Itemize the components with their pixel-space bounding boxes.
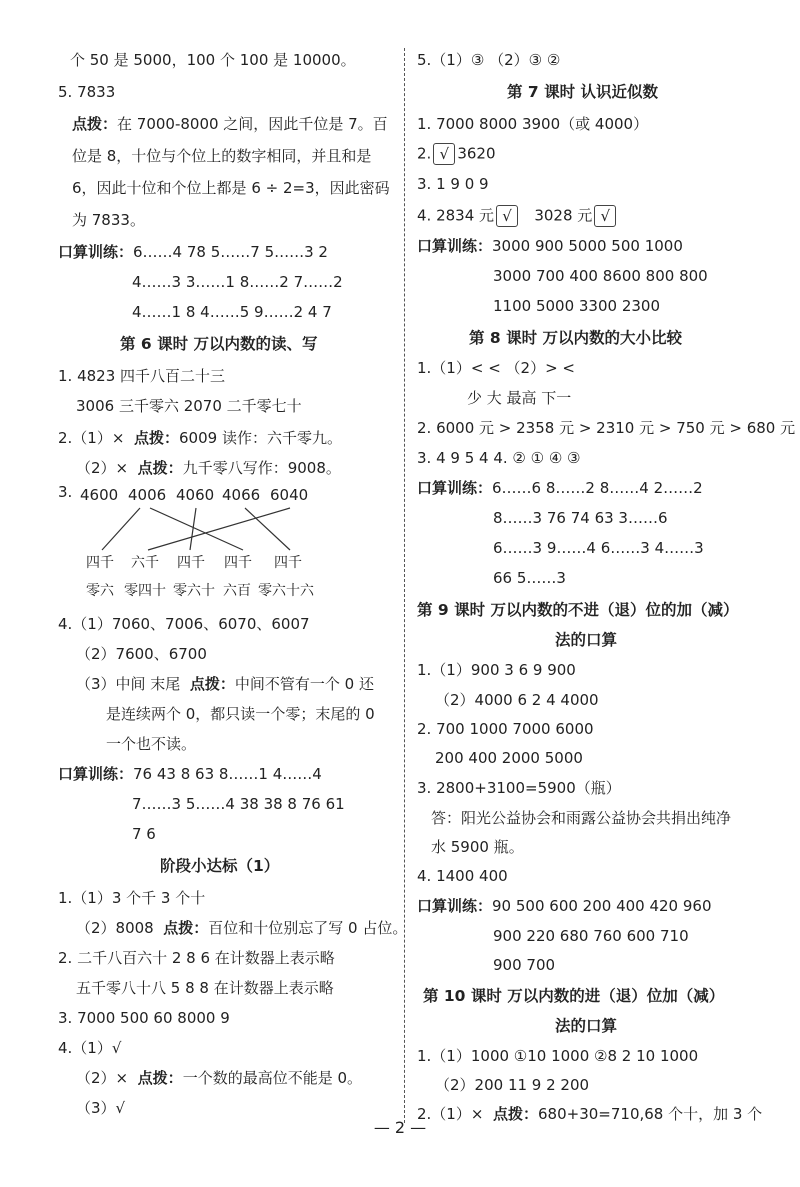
tip-line: 2.（1）× 点拨：680+30=710,68 个十，加 3 个 <box>417 1105 763 1123</box>
section-heading-10-cont: 法的口算 <box>555 1017 618 1035</box>
text-line: 2. 二千八百六十 2 8 6 在计数器上表示略 <box>58 949 335 967</box>
text-line: 3. 7000 500 60 8000 9 <box>58 1009 230 1027</box>
text-line: 1.（1）3 个千 3 个十 <box>58 889 206 907</box>
text-line: 3006 三千零六 2070 二千零七十 <box>76 397 302 415</box>
text-line: 4. 1400 400 <box>417 867 508 885</box>
tip-line: 点拨：在 7000-8000 之间，因此千位是 7。百 <box>72 115 388 133</box>
match-word: 六千 <box>131 555 159 571</box>
question-3-label: 3. <box>58 483 73 501</box>
text-line: （2）4000 6 2 4 4000 <box>435 691 599 709</box>
text-line: 为 7833。 <box>72 211 145 229</box>
match-word: 零六十 <box>173 583 215 599</box>
text-line: （2）200 11 9 2 200 <box>435 1076 590 1094</box>
section-heading-7: 第 7 课时 认识近似数 <box>507 83 658 101</box>
text-line: 一个也不读。 <box>106 735 197 753</box>
oral-training: 口算训练：76 43 8 63 8……1 4……4 <box>58 765 322 783</box>
text-line: 五千零八十八 5 8 8 在计数器上表示略 <box>76 979 334 997</box>
match-number: 4066 <box>222 486 261 504</box>
text-line: 200 400 2000 5000 <box>435 749 583 767</box>
text-line: 水 5900 瓶。 <box>431 838 524 856</box>
text-line: 6，因此十位和个位上都是 6 ÷ 2=3，因此密码 <box>72 179 390 197</box>
match-number: 4006 <box>128 486 167 504</box>
text-line: 3000 700 400 8600 800 800 <box>493 267 708 285</box>
text-line: 2. √ 3620 <box>417 144 496 163</box>
text-line: 少 大 最高 下一 <box>467 389 572 407</box>
match-word: 四千 <box>177 555 205 571</box>
text-line: 66 5……3 <box>493 569 566 587</box>
text-line: 6……3 9……4 6……3 4……3 <box>493 539 704 557</box>
section-heading-10: 第 10 课时 万以内数的进（退）位加（减） <box>423 987 725 1005</box>
text-line: 4. 2834 元 √ 3028 元 √ <box>417 205 618 227</box>
section-heading-8: 第 8 课时 万以内数的大小比较 <box>469 329 682 347</box>
text-line: 5.（1）③ （2）③ ② <box>417 51 561 69</box>
tip-line: 2.（1）× 点拨：6009 读作：六千零九。 <box>58 429 342 447</box>
tip-label: 点拨： <box>72 115 118 133</box>
text-line: 3. 2800+3100=5900（瓶） <box>417 779 621 797</box>
check-box: √ <box>496 205 518 227</box>
text-line: 个 50 是 5000，100 个 100 是 10000。 <box>70 51 356 69</box>
tip-line: （2）8008 点拨：百位和十位别忘了写 0 占位。 <box>76 919 408 937</box>
check-box: √ <box>594 205 616 227</box>
text-line: 900 700 <box>493 956 556 974</box>
match-word: 零六 <box>86 583 114 599</box>
oral-training: 口算训练：3000 900 5000 500 1000 <box>417 237 683 255</box>
section-heading-stage: 阶段小达标（1） <box>160 857 280 875</box>
text-line: 1.（1）1000 ①10 1000 ②8 2 10 1000 <box>417 1047 699 1065</box>
oral-training: 口算训练：6……6 8……2 8……4 2……2 <box>417 479 703 497</box>
match-word: 四千 <box>224 555 252 571</box>
check-box: √ <box>433 143 455 165</box>
text-line: 4……3 3……1 8……2 7……2 <box>132 273 343 291</box>
text-line: 7……3 5……4 38 38 8 76 61 <box>132 795 345 813</box>
match-word: 六百 <box>223 583 251 599</box>
oral-training: 口算训练：90 500 600 200 400 420 960 <box>417 897 712 915</box>
text-line: 4……1 8 4……5 9……2 4 7 <box>132 303 332 321</box>
oral-training: 口算训练：6……4 78 5……7 5……3 2 <box>58 243 328 261</box>
match-word: 四千 <box>86 555 114 571</box>
text-line: 8……3 76 74 63 3……6 <box>493 509 668 527</box>
text-line: 位是 8，十位与个位上的数字相同，并且和是 <box>72 147 372 165</box>
tip-line: （2）× 点拨：九千零八写作：9008。 <box>76 459 341 477</box>
match-number: 6040 <box>270 486 309 504</box>
match-number: 4600 <box>80 486 119 504</box>
tip-line: （3）中间 末尾 点拨：中间不管有一个 0 还 <box>76 675 374 693</box>
text-line: 900 220 680 760 600 710 <box>493 927 689 945</box>
text-line: 1.（1）900 3 6 9 900 <box>417 661 576 679</box>
text-line: 2. 6000 元 > 2358 元 > 2310 元 > 750 元 > 680 元 <box>417 419 796 437</box>
match-line <box>148 508 290 550</box>
answer-5: 5. 7833 <box>58 83 116 101</box>
text-line: （2）7600、6700 <box>76 645 207 663</box>
text-line: 3. 1 9 0 9 <box>417 175 489 193</box>
text-line: 1.（1）< < （2）> < <box>417 359 575 377</box>
text-line: 1. 4823 四千八百二十三 <box>58 367 226 385</box>
text-line: 3. 4 9 5 4 4. ② ① ④ ③ <box>417 449 581 467</box>
tip-line: （2）× 点拨：一个数的最高位不能是 0。 <box>76 1069 363 1087</box>
section-heading-6: 第 6 课时 万以内数的读、写 <box>120 335 318 353</box>
matching-lines <box>0 0 405 600</box>
match-word: 零六十六 <box>258 583 314 599</box>
match-number: 4060 <box>176 486 215 504</box>
text-line: 4.（1）7060、7006、6070、6007 <box>58 615 310 633</box>
match-word: 零四十 <box>124 583 166 599</box>
text-line: 7 6 <box>132 825 156 843</box>
match-line <box>102 508 140 550</box>
match-word: 四千 <box>274 555 302 571</box>
section-heading-9: 第 9 课时 万以内数的不进（退）位的加（减） <box>417 601 739 619</box>
text-line: 2. 700 1000 7000 6000 <box>417 720 594 738</box>
text-line: 4.（1）√ <box>58 1039 122 1057</box>
text-line: 答：阳光公益协会和雨露公益协会共捐出纯净 <box>431 809 732 827</box>
text-line: 1100 5000 3300 2300 <box>493 297 660 315</box>
match-line <box>150 508 243 550</box>
text-line: 是连续两个 0，都只读一个零；末尾的 0 <box>106 705 375 723</box>
page-number: — 2 — <box>373 1118 427 1137</box>
text-line: 1. 7000 8000 3900（或 4000） <box>417 115 649 133</box>
text-line: （3）√ <box>76 1099 126 1117</box>
section-heading-9-cont: 法的口算 <box>555 631 618 649</box>
